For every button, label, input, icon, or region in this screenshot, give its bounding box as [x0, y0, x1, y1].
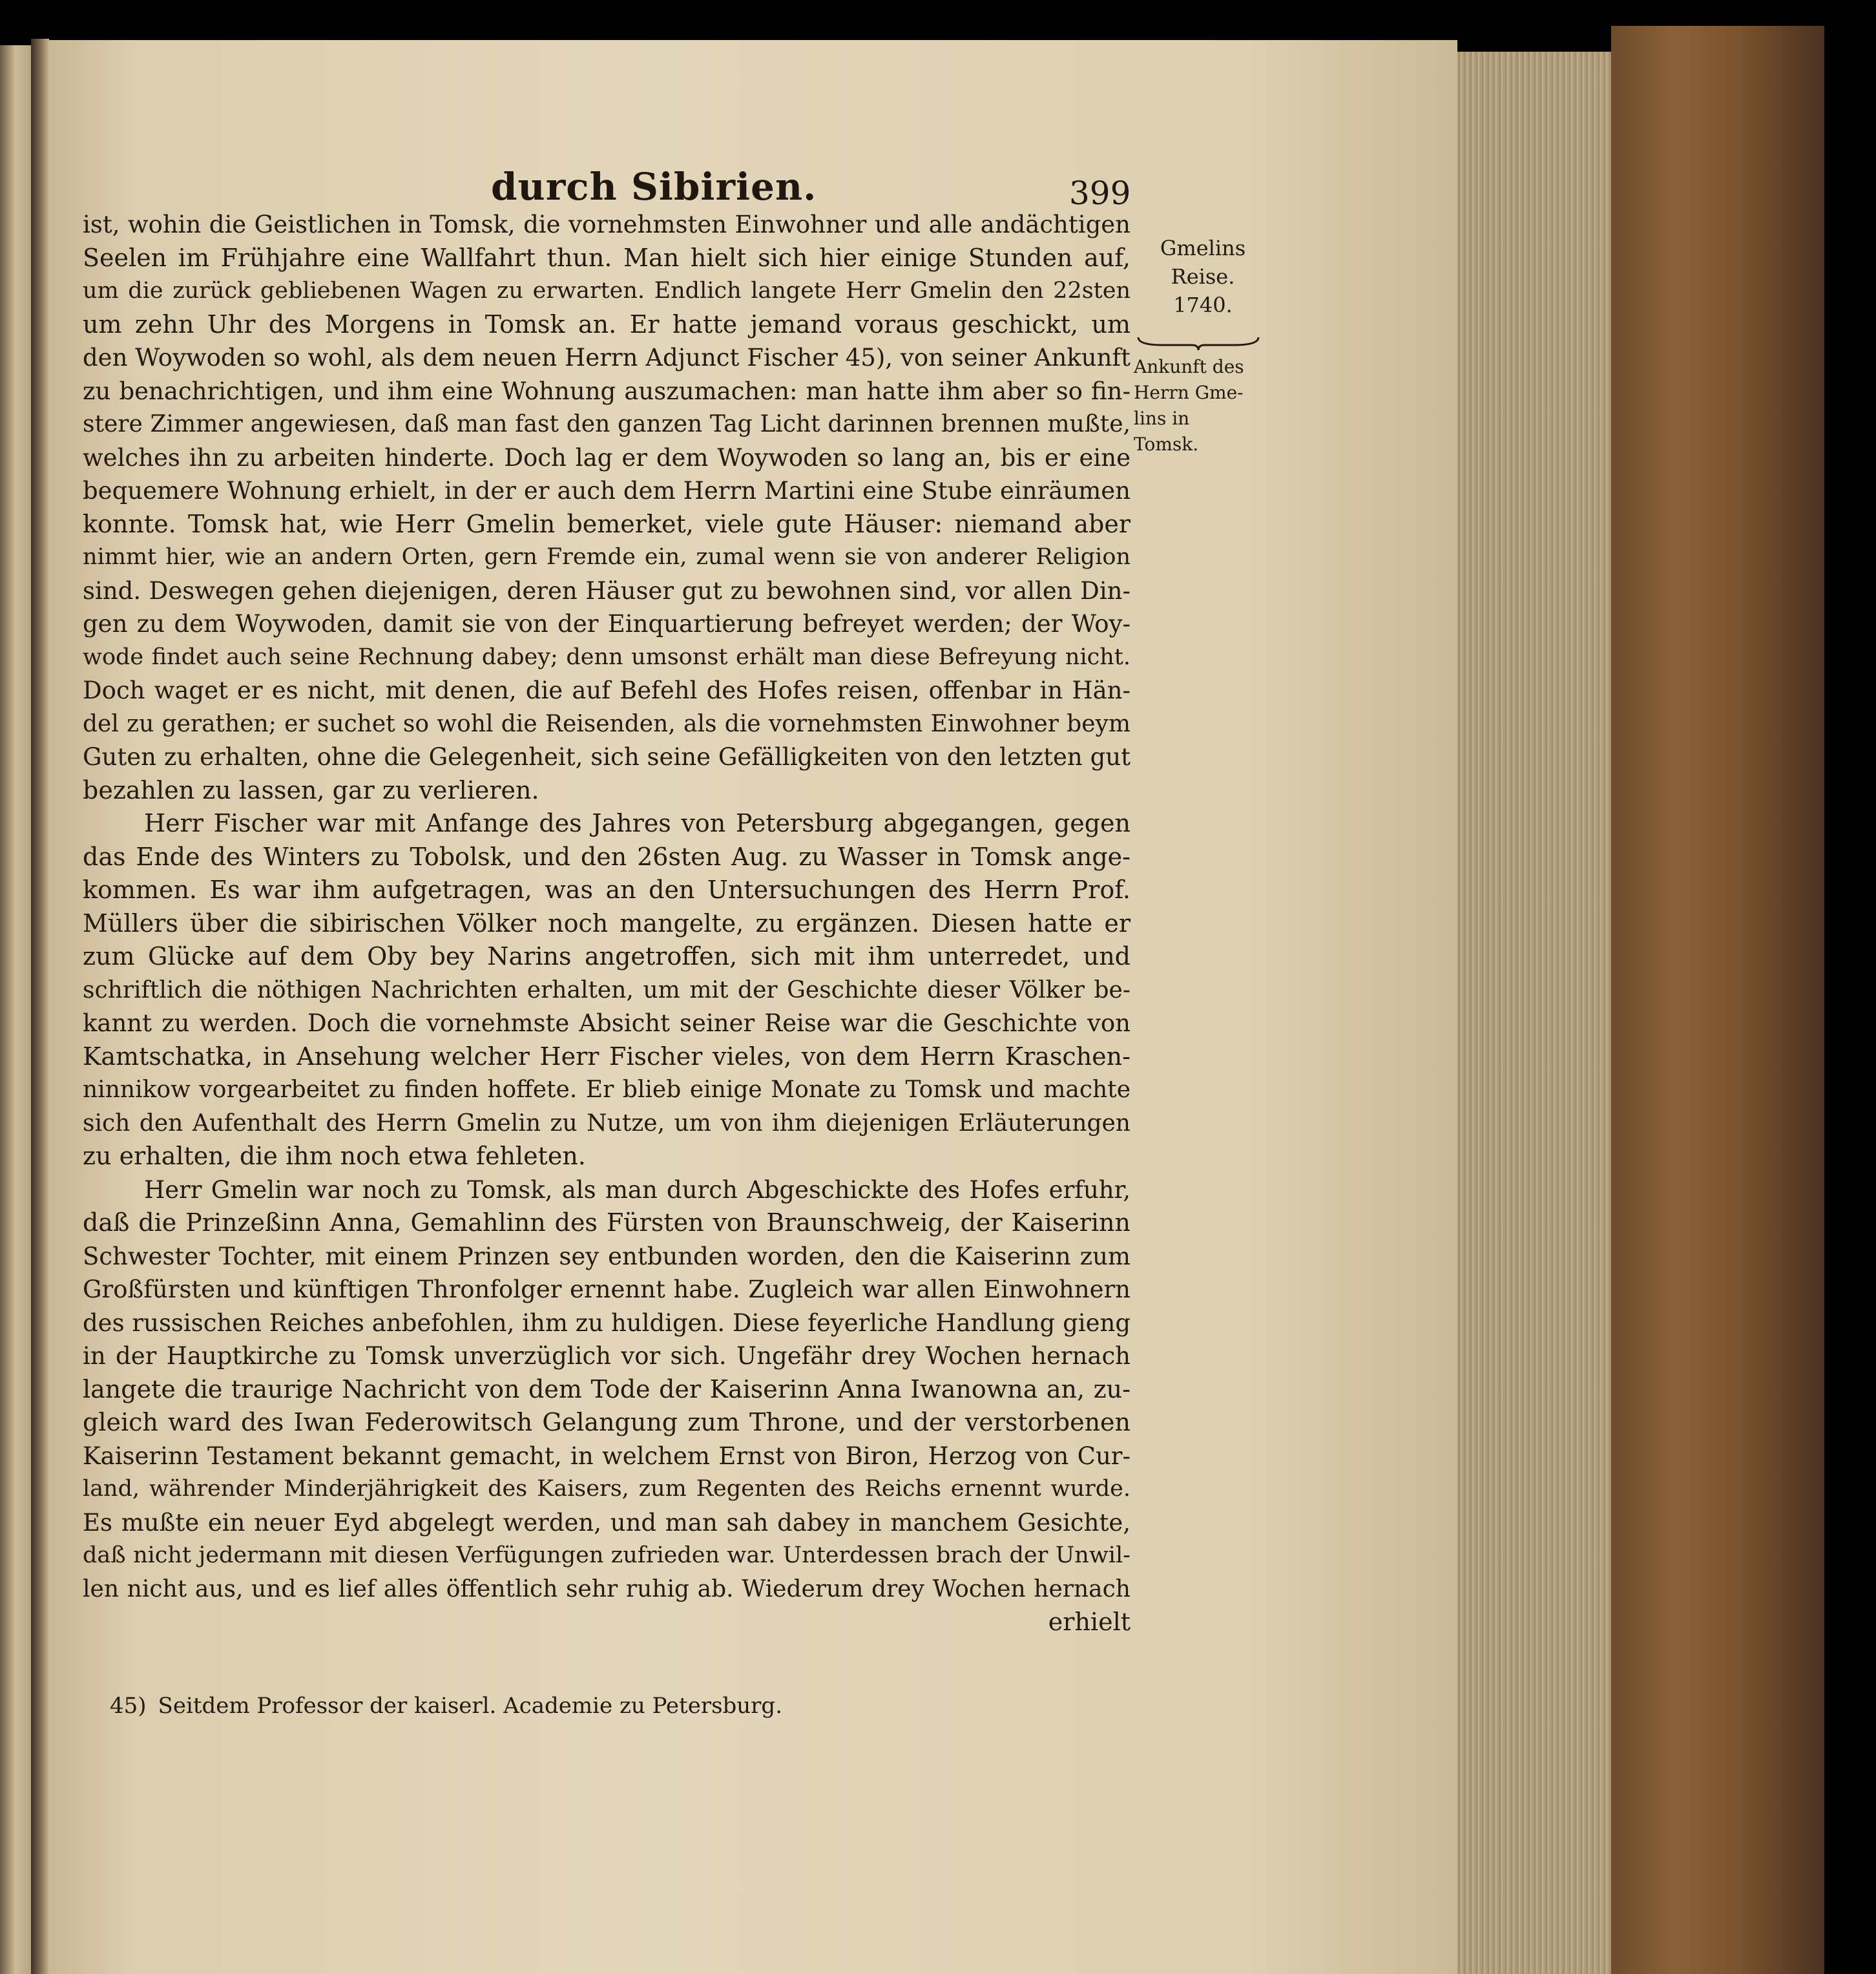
margin-brace: [1137, 336, 1260, 352]
margin-note-line: Tomsk.: [1134, 434, 1199, 455]
text-line: bequemere Wohnung erhielt, in der er auch dem Herrn Martini eine Stube einräumen: [83, 477, 1131, 505]
text-line: das Ende des Winters zu Tobolsk, und den 26sten Aug. zu Wasser in Tomsk ange-: [83, 842, 1131, 871]
text-line: stere Zimmer angewiesen, daß man fast den ganzen Tag Licht darinnen brennen mußte,: [83, 411, 1131, 437]
text-line: gleich ward des Iwan Federowitsch Gelangung zum Throne, und der verstorbenen: [83, 1408, 1131, 1436]
text-line: Seelen im Frühjahre eine Wallfahrt thun. Man hielt sich hier einige Stunden auf,: [83, 243, 1131, 272]
text-line: ninnikow vorgearbeitet zu finden hoffete. Er blieb einige Monate zu Tomsk und machte: [83, 1076, 1131, 1103]
text-line: zu erhalten, die ihm noch etwa fehleten.: [83, 1142, 586, 1170]
text-line: ist, wohin die Geistlichen in Tomsk, die vornehmsten Einwohner und alle andächtigen: [83, 211, 1131, 238]
text-line: nimmt hier, wie an andern Orten, gern Fremde ein, zumal wenn sie von anderer Religion: [83, 544, 1131, 570]
text-line: del zu gerathen; er suchet so wohl die Reisenden, als die vornehmsten Einwohner beym: [83, 710, 1131, 737]
text-line: konnte. Tomsk hat, wie Herr Gmelin bemerket, viele gute Häuser: niemand aber: [83, 509, 1131, 538]
catchword: erhielt: [1048, 1608, 1131, 1636]
text-line: sind. Deswegen gehen diejenigen, deren Häuser gut zu bewohnen sind, vor allen Din-: [83, 576, 1131, 605]
text-line: langete die traurige Nachricht von dem Tode der Kaiserinn Anna Iwanowna an, zu-: [83, 1374, 1131, 1403]
text-line: welches ihn zu arbeiten hinderte. Doch lag er dem Woywoden so lang an, bis er eine: [83, 443, 1131, 472]
margin-note-line: lins in: [1134, 408, 1190, 429]
page-number: 399: [1069, 174, 1131, 212]
page-fore-edge: [1457, 52, 1611, 1974]
margin-note-line: 1740.: [1173, 293, 1233, 317]
text-line: Herr Fischer war mit Anfange des Jahres von Petersburg abgegangen, gegen: [144, 809, 1131, 837]
left-page-edge: [0, 45, 31, 1974]
margin-note-gmelins-reise: [1138, 234, 1267, 319]
text-line: Guten zu erhalten, ohne die Gelegenheit, sich seine Gefälligkeiten von den letzten gut: [83, 743, 1131, 771]
text-line: sich den Aufenthalt des Herrn Gmelin zu Nutze, um von ihm diejenigen Erläuterungen: [83, 1109, 1131, 1137]
running-head: durch Sibirien.: [491, 165, 817, 209]
text-line: in der Hauptkirche zu Tomsk unverzüglich vor sich. Ungefähr drey Wochen hernach: [83, 1342, 1131, 1370]
text-line: bezahlen zu lassen, gar zu verlieren.: [83, 775, 539, 804]
book-cover: [1611, 26, 1824, 1974]
margin-note-line: Reise.: [1171, 264, 1235, 289]
text-line: des russischen Reiches anbefohlen, ihm zu huldigen. Diese feyerliche Handlung gieng: [83, 1308, 1131, 1337]
text-line: um zehn Uhr des Morgens in Tomsk an. Er hatte jemand voraus geschickt, um: [83, 310, 1131, 339]
text-line: land, währender Minderjährigkeit des Kaisers, zum Regenten des Reichs ernennt wurde.: [83, 1476, 1131, 1502]
text-line: Doch waget er es nicht, mit denen, die auf Befehl des Hofes reisen, offenbar in Hän-: [83, 677, 1131, 704]
margin-note-line: Gmelins: [1160, 236, 1246, 260]
text-line: wode findet auch seine Rechnung dabey; denn umsonst erhält man diese Befreyung nicht.: [83, 644, 1131, 670]
text-line: daß nicht jedermann mit diesen Verfügungen zufrieden war. Unterdessen brach der Unwil-: [83, 1542, 1131, 1568]
text-line: len nicht aus, und es lief alles öffentlich sehr ruhig ab. Wiederum drey Wochen hernach: [83, 1575, 1131, 1602]
text-line: zum Glücke auf dem Oby bey Narins angetroffen, sich mit ihm unterredet, und: [83, 942, 1131, 971]
text-line: zu benachrichtigen, und ihm eine Wohnung auszumachen: man hatte ihm aber so fin-: [83, 377, 1131, 405]
text-line: den Woywoden so wohl, als dem neuen Herrn Adjunct Fischer 45), von seiner Ankunft: [83, 344, 1131, 372]
text-line: Kamtschatka, in Ansehung welcher Herr Fischer vieles, von dem Herrn Kraschen-: [83, 1042, 1131, 1071]
text-line: Großfürsten und künftigen Thronfolger ernennt habe. Zugleich war allen Einwohnern: [83, 1276, 1131, 1303]
margin-note-line: Herrn Gme-: [1134, 382, 1244, 403]
margin-note-line: Ankunft des: [1134, 356, 1244, 377]
text-line: Schwester Tochter, mit einem Prinzen sey entbunden worden, den die Kaiserinn zum: [83, 1242, 1131, 1270]
text-line: Müllers über die sibirischen Völker noch mangelte, zu ergänzen. Diesen hatte er: [83, 908, 1131, 938]
text-line: daß die Prinzeßinn Anna, Gemahlinn des Fürsten von Braunschweig, der Kaiserinn: [83, 1208, 1131, 1237]
text-line: Es mußte ein neuer Eyd abgelegt werden, und man sah dabey in manchem Gesichte,: [83, 1508, 1131, 1537]
text-line: gen zu dem Woywoden, damit sie von der Einquartierung befreyet werden; der Woy-: [83, 610, 1131, 638]
margin-note-ankunft: [1134, 354, 1282, 457]
footnote-text: Seitdem Professor der kaiserl. Academie zu Petersburg.: [158, 1693, 783, 1719]
text-line: kannt zu werden. Doch die vornehmste Absicht seiner Reise war die Geschichte von: [83, 1009, 1131, 1037]
text-line: Herr Gmelin war noch zu Tomsk, als man durch Abgeschickte des Hofes erfuhr,: [144, 1175, 1131, 1204]
body-text: [83, 208, 1131, 1639]
text-line: kommen. Es war ihm aufgetragen, was an den Untersuchungen des Herrn Prof.: [83, 876, 1131, 904]
text-line: um die zurück gebliebenen Wagen zu erwarten. Endlich langete Herr Gmelin den 22sten: [83, 278, 1131, 304]
text-line: schriftlich die nöthigen Nachrichten erhalten, um mit der Geschichte dieser Völker be-: [83, 976, 1131, 1003]
text-line: Kaiserinn Testament bekannt gemacht, in welchem Ernst von Biron, Herzog von Cur-: [83, 1442, 1131, 1470]
book-gutter: [31, 39, 49, 1974]
footnote: [110, 1693, 782, 1719]
footnote-marker: 45): [110, 1693, 147, 1719]
